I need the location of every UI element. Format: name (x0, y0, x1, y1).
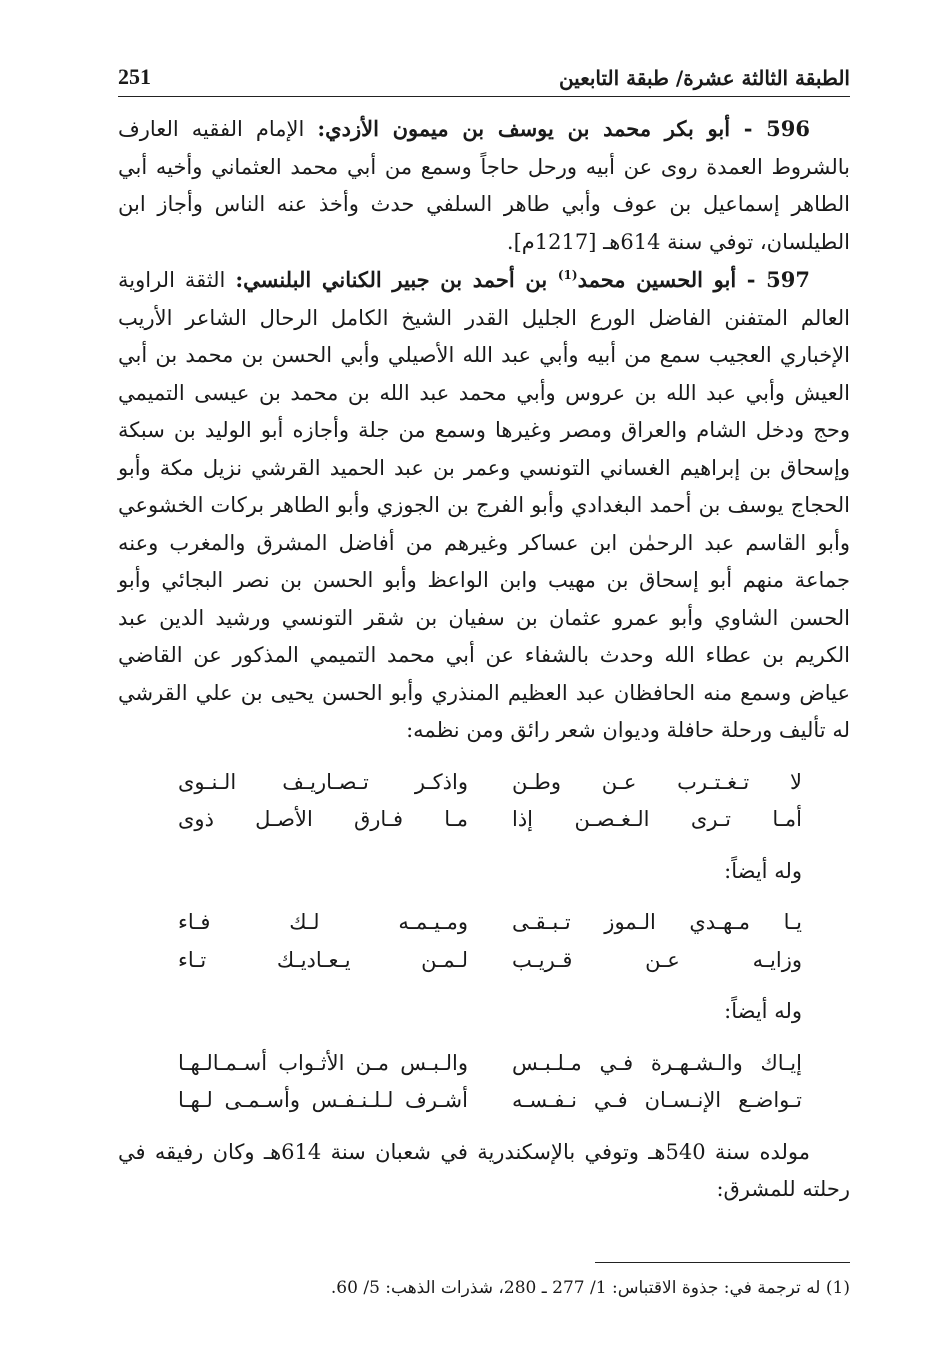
hemistich: واذكـر تـصـاريـف الـنـوى (178, 769, 468, 794)
hemistich: لـمـن يـعـاديـك تـاء (178, 947, 468, 972)
closing-paragraph: مولده سنة 540هـ وتوفي بالإسكندرية في شعبان سنة 614هـ وكان رفيقه في رحلته للمشرق: (118, 1139, 850, 1201)
poem-2-line-1 (118, 904, 850, 942)
entry-596-heading: 596 - أبو بكر محمد بن يوسف بن ميمون الأزدي: (317, 116, 811, 141)
entry-597-heading-rest: بن أحمد بن جبير الكناني البلنسي: (235, 267, 558, 292)
page-header (118, 62, 850, 97)
hemistich: إيـاك والـشـهـرة فـي مـلـبـس (512, 1050, 802, 1075)
page-number: 251 (118, 64, 151, 89)
hemistich: ومـيـمـه لـك فـاء (178, 910, 468, 934)
entry-597-heading: 597 - أبو الحسين محمد (577, 267, 811, 292)
hemistich: أمـا تـرى الـغـصـن إذا (512, 807, 802, 831)
hemistich: أشـرف لـلـنـفـس وأسـمـى لـهـا (178, 1088, 468, 1112)
poem-3-line-2 (118, 1082, 850, 1120)
poem-1-line-2 (118, 801, 850, 839)
poem-3-intro: وله أيضاً: (724, 999, 802, 1023)
poem-1-line-1 (118, 764, 850, 802)
hemistich: والـبـس مـن الأثـواب أسـمـالـهـا (178, 1050, 468, 1075)
hemistich: وزايـه عـن قـريـب (512, 947, 802, 972)
hemistich: يـا مـهـدي الـموز تـبـقـى (512, 910, 802, 934)
entry-596 (118, 110, 850, 261)
hemistich: مـا فـارق الأصـل ذوى (178, 807, 468, 831)
footnote-divider (595, 1262, 850, 1263)
footnote: (1) له ترجمة في: جذوة الاقتباس: 1/ 277 ـ 280، شذرات الذهب: 5/ 60. (330, 1278, 850, 1298)
entry-596-text: الإمام الفقيه العارف بالشروط العمدة روى عن أبيه ورحل حاجاً وسمع من أبي محمد العثماني وأخيه أبي الطاهر إسماعيل بن عوف وأبي طاهر السلفي حدث وأخذ عنه الناس وأجاز ابن الطيلسان، توفي سنة 614هـ [1217م]. (118, 117, 850, 254)
entry-597 (118, 261, 850, 750)
poem-3-line-1 (118, 1045, 850, 1083)
poem-2-intro: وله أيضاً: (724, 858, 802, 883)
body-text (118, 110, 850, 1209)
footnote-reference: (1) (557, 268, 578, 282)
running-title: الطبقة الثالثة عشرة/ طبقة التابعين (558, 66, 850, 90)
poem-2-line-2 (118, 942, 850, 980)
hemistich: لا تـغـتـرب عـن وطـن (512, 769, 802, 794)
hemistich: تـواضـع الإنـسـان فـي نـفـسـه (512, 1088, 802, 1112)
entry-597-text: الثقة الراوية العالم المتفنن الفاضل الورع الجليل القدر الشيخ الكامل الرحال الشاعر الأريب الإخباري العجيب سمع من أبيه وأبي عبد الله الأصيلي وأبي الحسن بن محمد بن أبي العيش وأبي عبد الله بن عروس وأبي محمد عبد الله بن محمد بن عيسى التميمي وحج ودخل الشام والعراق ومصر وغيرها وسمع من جلة وأجازه أبو الوليد بن سبكة وإسحاق بن إبراهيم الغساني التونسي وعمر بن عبد الحميد القرشي نزيل مكة وأبو الحجاج يوسف بن أحمد البغدادي وأبو الفرج بن الجوزي وأبو الطاهر بركات الخشوعي وأبو القاسم عبد الرحمٰن ابن عساكر وغيرهم من أفاضل المشرق والمغرب وعنه جماعة منهم أبو إسحاق بن مهيب وابن الواعظ وأبو الحسن بن نصر البجائي وأبو الحسن الشاوي وأبو عمرو عثمان بن سفيان بن شقر التونسي ورشيد الدين عبد الكريم بن عطاء الله وحدث بالشفاء عن أبي محمد التميمي المذكور عن القاضي عياض وسمع منه الحافظان عبد العظيم المنذري وأبو الحسن يحيى بن علي القرشي له تأليف ورحلة حافلة وديوان شعر رائق ومن نظمه: (118, 268, 850, 742)
